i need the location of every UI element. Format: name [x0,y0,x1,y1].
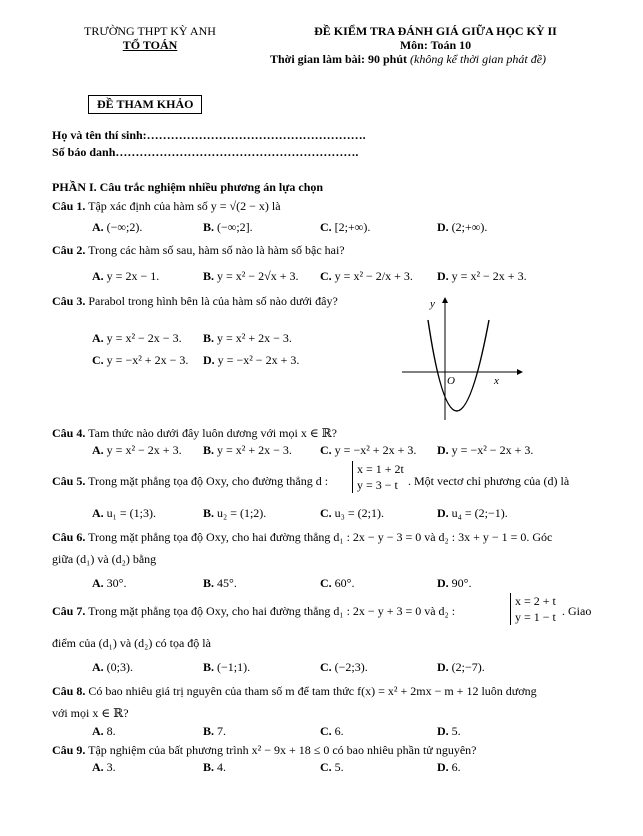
option-letter: D. [437,760,449,774]
question-text: Trong mặt phẳng tọa độ Oxy, cho đường thẳng d : [88,474,329,488]
q9-option-a[interactable] [92,760,116,775]
option-value: 8. [103,724,116,738]
time-prefix: Thời gian làm bài: 90 phút [270,52,408,66]
question-number: Câu 4. [52,426,86,440]
option-value: y = x² + 2x − 3. [214,331,292,345]
option-value: y = −x² + 2x − 3. [103,353,189,367]
option-letter: B. [203,220,215,234]
question-4 [52,426,337,441]
option-value: (−2;3). [331,660,368,674]
option-letter: B. [203,576,215,590]
option-value: (2;−7). [448,660,485,674]
option-value: u₃ = (2;1). [331,506,384,520]
option-letter: C. [92,353,104,367]
option-letter: A. [92,443,104,457]
student-id-line: Số báo danh……………………………………………………. [52,145,359,159]
option-letter: A. [92,660,104,674]
q8-option-a[interactable] [92,724,116,739]
option-value: (0;3). [103,660,133,674]
option-letter: C. [320,760,332,774]
question-number: Câu 1. [52,199,86,213]
option-letter: D. [437,220,449,234]
q6-option-b[interactable] [203,576,237,591]
q9-option-c[interactable] [320,760,344,775]
question-number: Câu 9. [52,743,86,757]
question-7 [52,604,455,619]
question-number: Câu 6. [52,530,86,544]
option-letter: B. [203,443,215,457]
option-value: (−∞;2]. [214,220,253,234]
option-value: 3. [103,760,116,774]
option-letter: B. [203,660,215,674]
q2-option-a[interactable] [92,269,159,284]
option-value: 45°. [214,576,237,590]
q5-option-b[interactable] [203,506,266,521]
option-value: y = −x² + 2x + 3. [331,443,417,457]
q7-text-cont: điểm của (d₁) và (d₂) có tọa độ là [52,636,211,650]
option-letter: D. [203,353,215,367]
option-value: y = x² − 2x − 3. [103,331,182,345]
q6-option-d[interactable] [437,576,471,591]
question-3 [52,294,338,309]
option-value: y = x² − 2x + 3. [103,443,182,457]
question-text: Tập nghiệm của bất phương trình x² − 9x + 18 ≤ 0 có bao nhiêu phần tử nguyên? [88,743,477,757]
question-number: Câu 3. [52,294,86,308]
system-eq-2: y = 3 − t [357,478,398,492]
option-letter: A. [92,724,104,738]
option-value: y = x² + 2x − 3. [214,443,292,457]
q1-option-c[interactable] [320,220,370,235]
q4-option-b[interactable] [203,443,292,458]
option-letter: D. [437,576,449,590]
q9-option-b[interactable] [203,760,226,775]
q9-option-d[interactable] [437,760,461,775]
option-letter: B. [203,506,215,520]
question-1 [52,199,281,214]
option-value: u₂ = (1;2). [214,506,267,520]
option-letter: C. [320,660,332,674]
q6-option-c[interactable] [320,576,354,591]
q3-option-d[interactable] [203,353,299,368]
option-letter: A. [92,269,104,283]
option-letter: C. [320,269,332,283]
option-letter: C. [320,443,332,457]
q1-option-d[interactable] [437,220,487,235]
question-text: Trong mặt phẳng tọa độ Oxy, cho hai đường thẳng d₁ : 2x − y − 3 = 0 và d₂ : 3x + y − 1 = 0. Góc [88,530,553,544]
q8-option-c[interactable] [320,724,344,739]
time-note: (không kể thời gian phát đề) [410,52,547,66]
system-eq-2: y = 1 − t [515,610,556,624]
option-value: y = −x² − 2x + 3. [214,353,300,367]
option-value: y = 2x − 1. [103,269,160,283]
option-letter: A. [92,331,104,345]
q8-option-b[interactable] [203,724,226,739]
question-text: Trong mặt phẳng tọa độ Oxy, cho hai đường thẳng d₁ : 2x − y + 3 = 0 và d₂ : [88,604,456,618]
question-number: Câu 7. [52,604,86,618]
option-value: y = x² − 2√x + 3. [214,269,299,283]
group-name: TỔ TOÁN [122,38,178,52]
option-value: u₄ = (2;−1). [448,506,508,520]
option-value: u₁ = (1;3). [103,506,156,520]
y-axis-label: y [430,298,435,310]
q5-option-a[interactable] [92,506,156,521]
exam-title: ĐỀ KIỂM TRA ĐÁNH GIÁ GIỮA HỌC KỲ II [314,24,557,38]
question-text: Trong các hàm số sau, hàm số nào là hàm số bậc hai? [88,243,345,257]
option-letter: C. [320,576,332,590]
q7-text-tail: . Giao [562,604,592,618]
question-text: Tam thức nào dưới đây luôn dương với mọi x ∈ ℝ? [88,426,338,440]
option-letter: D. [437,269,449,283]
subject: Môn: Toán 10 [399,38,472,52]
option-value: y = x² − 2/x + 3. [331,269,413,283]
q6-text-cont: giữa (d₁) và (d₂) bằng [52,552,157,566]
question-6 [52,530,552,545]
q7-option-c[interactable] [320,660,368,675]
q6-option-a[interactable] [92,576,126,591]
option-letter: A. [92,576,104,590]
q1-option-a[interactable] [92,220,142,235]
q7-system [510,593,556,625]
q2-option-c[interactable] [320,269,413,284]
question-text: Parabol trong hình bên là của hàm số nào dưới đây? [88,294,338,308]
option-value: 6. [448,760,461,774]
q3-option-c[interactable] [92,353,188,368]
x-axis-label: x [494,375,499,387]
option-letter: B. [203,724,215,738]
question-9 [52,743,476,758]
option-value: 60°. [331,576,355,590]
option-value: (−∞;2). [103,220,143,234]
q5-option-d[interactable] [437,506,508,521]
option-letter: B. [203,331,215,345]
option-letter: C. [320,220,332,234]
q4-option-c[interactable] [320,443,416,458]
option-value: 5. [331,760,344,774]
option-letter: C. [320,724,332,738]
option-value: (2;+∞). [448,220,488,234]
option-value: y = −x² − 2x + 3. [448,443,534,457]
student-name-line: Họ và tên thí sinh:………………………………………………. [52,128,366,142]
option-letter: A. [92,506,104,520]
system-eq-1: x = 2 + t [515,594,556,608]
option-value: 90°. [448,576,472,590]
option-letter: D. [437,724,449,738]
option-value: 4. [214,760,227,774]
option-value: 5. [448,724,461,738]
school-name: TRƯỜNG THPT KỲ ANH [84,24,216,38]
q7-option-b[interactable] [203,660,250,675]
q7-option-d[interactable] [437,660,485,675]
question-number: Câu 5. [52,474,86,488]
q2-option-b[interactable] [203,269,299,284]
q4-option-d[interactable] [437,443,533,458]
option-letter: D. [437,506,449,520]
origin-label: O [447,375,455,387]
option-value: 7. [214,724,227,738]
part-title: PHẦN I. Câu trắc nghiệm nhiều phương án lựa chọn [52,180,324,194]
question-number: Câu 2. [52,243,86,257]
exam-time [270,52,546,67]
q3-option-a[interactable] [92,331,182,346]
q8-option-d[interactable] [437,724,461,739]
q1-option-b[interactable] [203,220,253,235]
q2-option-d[interactable] [437,269,527,284]
option-letter: A. [92,760,104,774]
option-letter: C. [320,506,332,520]
system-eq-1: x = 1 + 2t [357,462,404,476]
option-letter: D. [437,443,449,457]
option-value: 30°. [103,576,127,590]
question-number: Câu 8. [52,684,86,698]
option-value: [2;+∞). [331,220,371,234]
reference-label: ĐỀ THAM KHẢO [88,95,202,114]
option-letter: D. [437,660,449,674]
q5-option-c[interactable] [320,506,384,521]
question-text: Có bao nhiêu giá trị nguyên của tham số m để tam thức f(x) = x² + 2mx − m + 12 luôn dương [88,684,537,698]
q7-option-a[interactable] [92,660,133,675]
parabola-curve [428,320,489,411]
option-value: 6. [331,724,344,738]
q8-text-cont: với mọi x ∈ ℝ? [52,706,129,720]
q4-option-a[interactable] [92,443,182,458]
option-value: y = x² − 2x + 3. [448,269,527,283]
question-2 [52,243,345,258]
q5-system [352,461,404,493]
question-5 [52,474,328,489]
question-text: Tập xác định của hàm số y = √(2 − x) là [88,199,281,213]
option-value: (−1;1). [214,660,251,674]
question-8 [52,684,537,699]
q5-text-tail: . Một vectơ chỉ phương của (d) là [408,474,570,488]
parabola-graph [400,292,525,422]
q3-option-b[interactable] [203,331,292,346]
option-letter: A. [92,220,104,234]
option-letter: B. [203,269,215,283]
option-letter: B. [203,760,215,774]
